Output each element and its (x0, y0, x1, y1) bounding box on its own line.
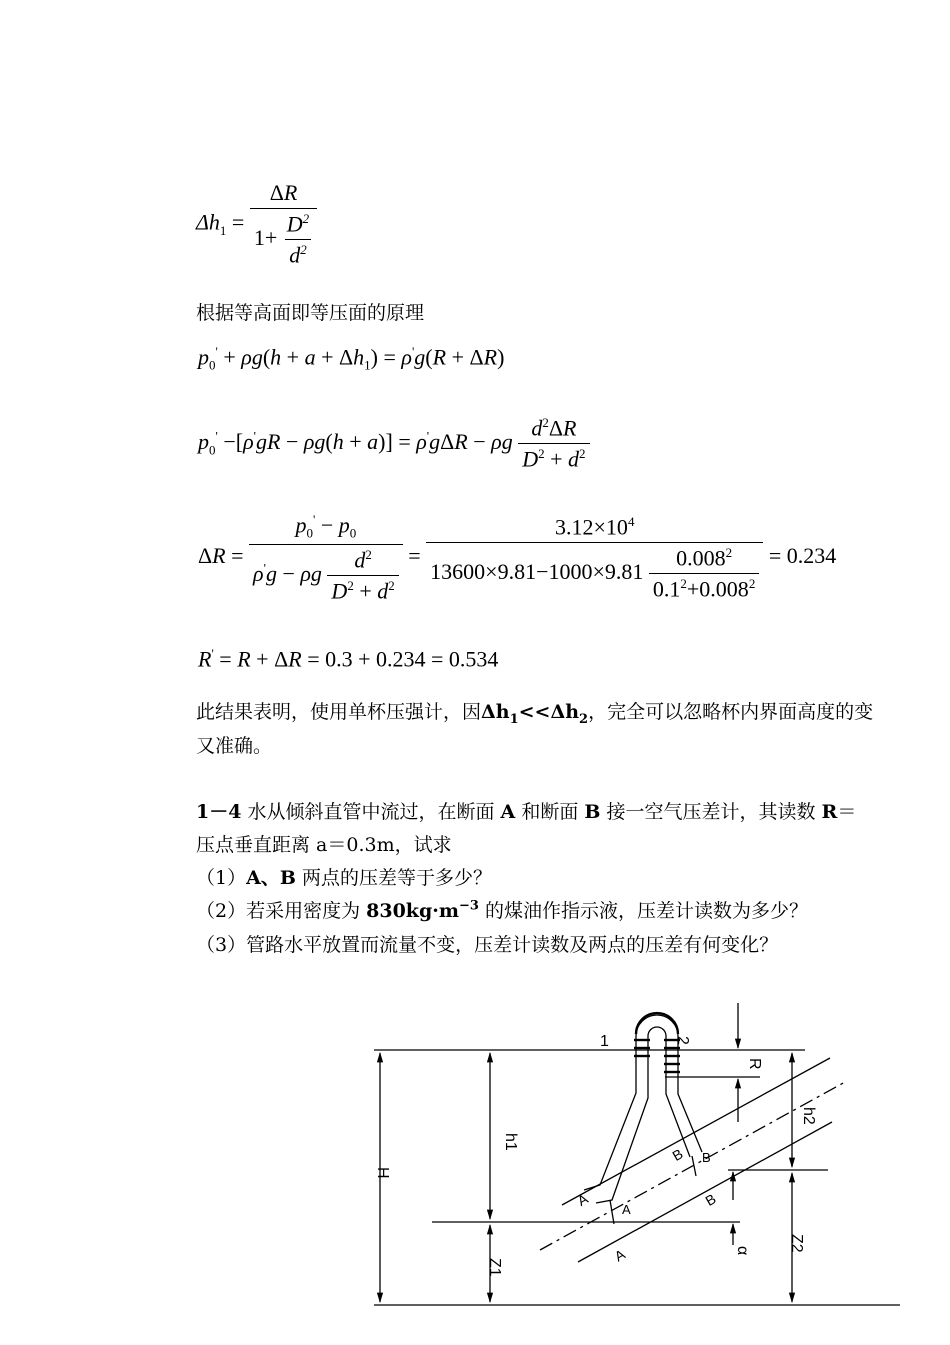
label-h2: h2 (800, 1107, 817, 1125)
problem-text-b: 和断面 (515, 801, 585, 823)
manometer-left-tube (596, 1036, 648, 1203)
dh2-sub: 2 (579, 711, 589, 727)
label-r: R (746, 1058, 763, 1070)
label-1: 1 (600, 1033, 609, 1050)
pipe-wall-upper (562, 1058, 830, 1205)
principle-text: 根据等高面即等压面的原理 (196, 302, 425, 324)
problem-text-a: 水从倾斜直管中流过，在断面 (241, 801, 501, 823)
q1-label: （1） (196, 867, 247, 889)
eq5-inner-den-b: +0.008 (686, 576, 749, 602)
equation-delta-r: ΔR = $p_0' - p_0$ ρ'g − ρg $\frac{d^2}{D^2 + d^2}$ = $3.12\times 10^4$ 13600×9.81−1000×9.81 $\frac{0.008^2}{0.1^2+0.008^2}$ = 0.234 (198, 512, 837, 604)
problem-text-c: 接一空气压差计，其读数 (600, 801, 822, 823)
problem-reading-r: R (821, 801, 838, 823)
equation-r-prime: R' = R + ΔR = 0.3 + 0.234 = 0.534 (198, 646, 499, 672)
dh2: Δh (550, 701, 580, 723)
q2-pre: 若采用密度为 (246, 900, 367, 922)
problem-equals: ＝ (837, 801, 857, 823)
equation-dh1: $\Delta h_1$ = ΔR 1+ $\frac{D^2}{d^2}$ (196, 180, 317, 269)
equation-rearranged: $p_0' -[\rho'gR - \rho g(h + a)] = \rho'g\Delta R - \rho g$ $\frac{d^2\Delta R}{D^2 + d^2}$ (198, 415, 590, 473)
result-pre: 此结果表明，使用单杯压强计，因 (196, 701, 482, 723)
label-a-tube: A (574, 1190, 591, 1209)
q2-post: 的煤油作指示液，压差计读数为多少？ (478, 900, 808, 922)
q3-label: （3） (196, 934, 247, 956)
pipe-centerline (540, 1082, 845, 1250)
label-h: H (374, 1167, 391, 1179)
eq5-inner-den-a: 0.1 (652, 576, 681, 602)
label-b-pipe: B (702, 1190, 719, 1209)
label-h1: h1 (502, 1133, 519, 1151)
q2-density: 830kg·m (366, 900, 459, 922)
dh1: Δh (481, 701, 510, 723)
lt-sign: << (518, 701, 551, 723)
q2-label: （2） (196, 900, 247, 922)
eq5-denominator: 13600×9.81−1000×9.81 (430, 558, 644, 584)
label-b-tap: B (702, 1150, 711, 1165)
manometer-left-tube-inner (584, 1036, 636, 1190)
label-z1: Z1 (486, 1258, 503, 1277)
problem-section-a: A (500, 801, 516, 823)
q3-text: 管路水平放置而流量不变，压差计读数及两点的压差有何变化？ (246, 934, 779, 956)
problem-section-b: B (584, 801, 601, 823)
eq5-result: = 0.234 (768, 543, 837, 569)
q1-ab: A、B (246, 867, 296, 889)
result-post: ，完全可以忽略杯内界面高度的变 (588, 701, 874, 723)
problem-number: 1－4 (196, 801, 242, 823)
equation-balance: $p_0' + \rho g(h + a + \Delta h_1) = \rho'g(R + \Delta R)$ (198, 344, 505, 373)
label-a-tap: A (622, 1202, 631, 1217)
label-a-dim: α (734, 1246, 751, 1256)
label-2: 2 (674, 1036, 691, 1045)
label-a-pipe: A (611, 1245, 628, 1265)
manometer-top-bend-inner (648, 1027, 666, 1036)
eq5-inner-num: 0.008 (676, 545, 726, 571)
result-line2: 又准确。 (196, 735, 273, 757)
dh1-sub: 1 (509, 711, 519, 727)
q1-text: 两点的压差等于多少？ (295, 867, 492, 889)
eq5-numerator: 3.12×10 (555, 514, 628, 540)
eq6-values: = 0.3 + 0.234 = 0.534 (307, 646, 499, 672)
eq5-numerator-exp: 4 (627, 513, 635, 529)
problem-line2: 压点垂直距离 a＝0.3m，试求 (196, 834, 452, 856)
q2-exp: −3 (458, 898, 479, 914)
label-b-tube: B (669, 1145, 686, 1164)
label-z2: Z2 (788, 1234, 805, 1253)
